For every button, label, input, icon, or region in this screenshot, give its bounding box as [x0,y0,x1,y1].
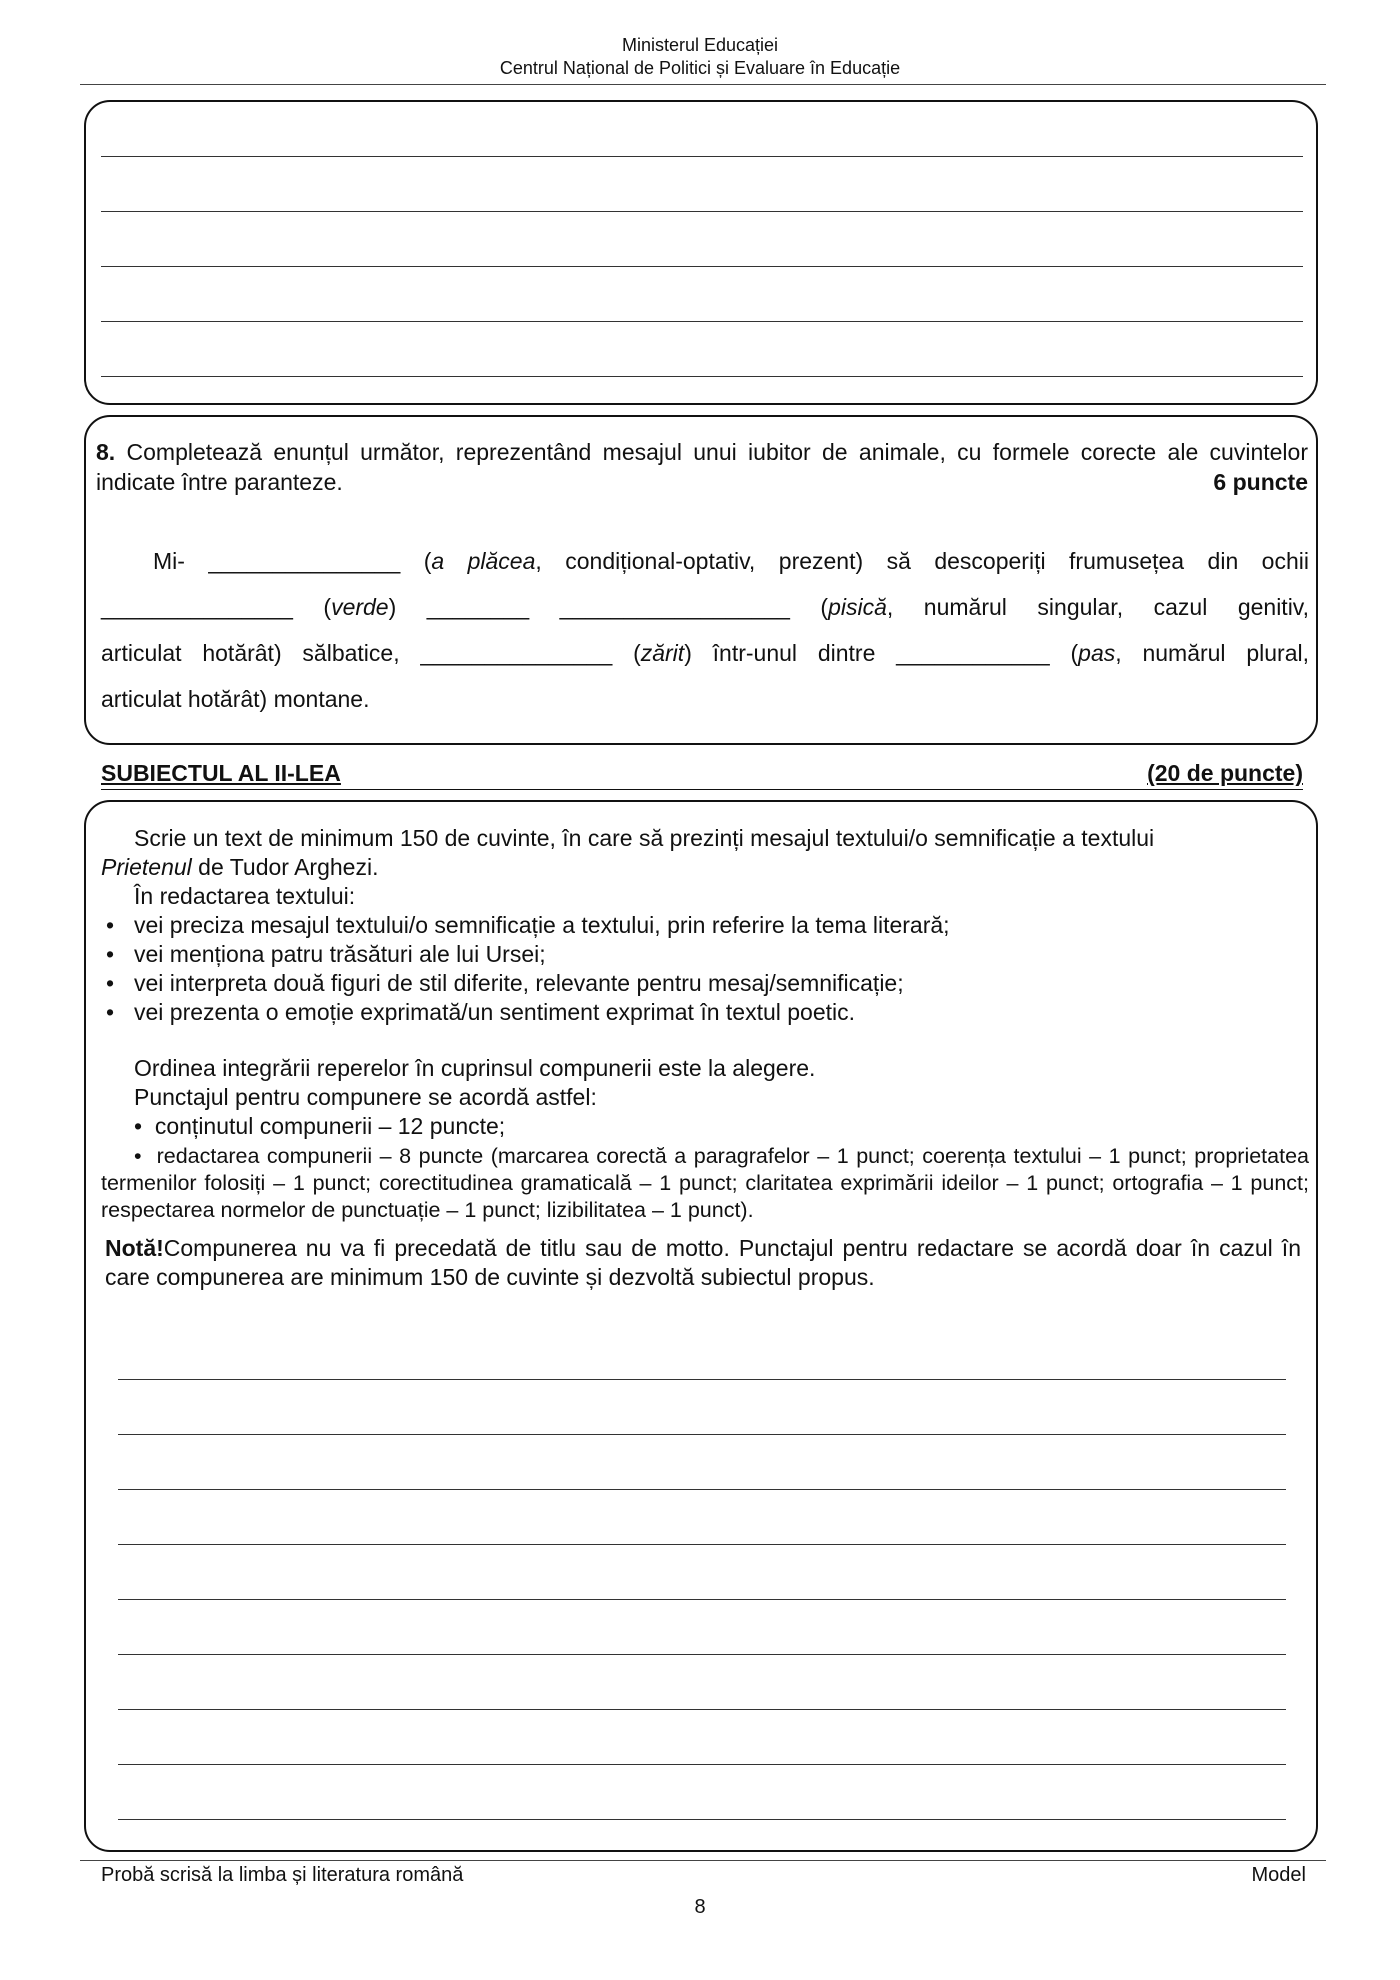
work-title: Prietenul [101,854,192,880]
question-8-prompt [96,437,1308,497]
writing-line[interactable] [118,1544,1286,1545]
requirement-item: • vei interpreta două figuri de stil diferite, relevante pentru mesaj/semnificație; [106,970,904,996]
writing-line[interactable] [101,376,1303,377]
scoring-redaction: • redactarea compunerii – 8 puncte (marcarea corectă a paragrafelor – 1 punct; coerența textului – 1 punct; proprietatea termenilor folosiți – 1 punct; corectitudinea gramaticală – 1 punct; claritatea exprimării ideilor – 1 punct; ortografia – 1 punct; respectarea normelor de punctuație – 1 punct; lizibilitatea – 1 punct). [101,1144,1309,1222]
fill-line-1[interactable]: Mi- _______________ (a plăcea, condițional-optativ, prezent) să descoperiți frumusețea din ochii [153,548,1309,574]
section-2-instructions: Scrie un text de minimum 150 de cuvinte, în care să prezinți mesajul textului/o semnificație a textului Prietenul de Tudor Arghezi. În redactarea textului: • vei preciza mesajul textului/o semnificație a textului, prin referire la tema literară; • vei menționa patru trăsături ale lui Ursei; • vei interpreta două figuri de stil diferite, relevante pentru mesaj/semnificație; • vei prezenta o emoție exprimată/un sentiment exprimat în textul poetic. [101,824,1309,1027]
writing-line[interactable] [101,266,1303,267]
answer-box-previous [84,100,1318,405]
scoring-lead: Punctajul pentru compunere se acordă astfel: [134,1084,597,1110]
writing-line[interactable] [101,211,1303,212]
header-institution: Ministerul Educației [621,35,779,55]
question-points: 6 puncte [1213,469,1308,495]
writing-line[interactable] [101,321,1303,322]
writing-line[interactable] [118,1709,1286,1710]
writing-line[interactable] [118,1764,1286,1765]
scoring-info [101,1054,1309,1141]
order-note: Ordinea integrării reperelor în cuprinsul compunerii este la alegere. [134,1055,816,1081]
requirement-item: • vei preciza mesajul textului/o semnificație a textului, prin referire la tema literară; [106,912,950,938]
writing-line[interactable] [118,1379,1286,1380]
fill-line-3[interactable]: articulat hotărât) sălbatice, _______________ (zărit) într-unul dintre ____________ (pas, numărul plural, [101,640,1309,666]
requirement-item: • vei menționa patru trăsături ale lui Ursei; [106,941,546,967]
writing-line[interactable] [118,1599,1286,1600]
writing-line[interactable] [101,156,1303,157]
footer-rule [80,1860,1326,1861]
writing-line[interactable] [118,1489,1286,1490]
footer-subject: Probă scrisă la limba și literatura română [101,1864,464,1886]
section-2-heading: SUBIECTUL AL II-LEA [101,760,341,786]
fill-line-2[interactable]: _______________ (verde) ________ __________________ (pisică, numărul singular, cazul genitiv, [101,594,1309,620]
fill-line-4[interactable]: articulat hotărât) montane. [101,686,370,712]
requirement-item: • vei prezenta o emoție exprimată/un sentiment exprimat în textul poetic. [106,999,856,1025]
writing-line[interactable] [118,1434,1286,1435]
page-number: 8 [694,1896,706,1918]
scoring-content: • conținutul compunerii – 12 puncte; [134,1113,506,1139]
header-rule [80,84,1326,85]
note-label: Notă! [105,1235,164,1261]
writing-line[interactable] [118,1819,1286,1820]
writing-line[interactable] [118,1654,1286,1655]
footer-model: Model [1251,1864,1306,1886]
section-2-title [101,760,1303,790]
requirements-lead: În redactarea textului: [134,883,356,909]
section-2-points: (20 de puncte) [1147,760,1303,786]
header-center: Centrul Național de Politici și Evaluare în Educație [499,58,901,78]
note: Notă!Compunerea nu va fi precedată de titlu sau de motto. Punctajul pentru redactare se acordă doar în cazul în care compunerea are minimum 150 de cuvinte și dezvoltă subiectul propus. [105,1235,1301,1290]
question-text: Completează enunțul următor, reprezentând mesajul unui iubitor de animale, cu formele corecte ale cuvintelor indicate între paranteze. [96,439,1308,495]
question-number: 8. [96,439,116,465]
